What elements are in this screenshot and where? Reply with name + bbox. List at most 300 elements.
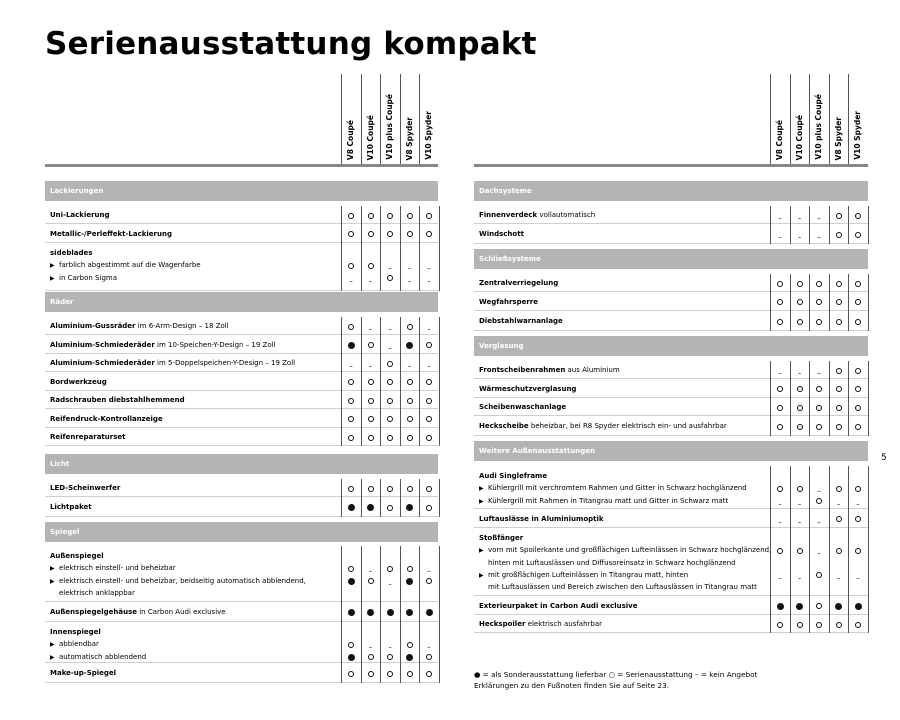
standard-equipment-icon (848, 619, 868, 629)
open-circle-icon (797, 405, 803, 411)
dash-mark: – (427, 362, 431, 370)
column-label: V8 Coupé (346, 119, 356, 160)
not-available-mark (341, 273, 361, 283)
column-divider (809, 528, 810, 596)
standard-equipment-icon (380, 414, 400, 424)
open-circle-icon (407, 213, 413, 219)
open-circle-icon (348, 642, 354, 648)
standard-equipment-icon (809, 601, 829, 611)
optional-equipment-icon (400, 502, 420, 512)
arrow-bullet-icon: ▶ (50, 565, 55, 573)
arrow-bullet-icon: ▶ (479, 485, 484, 493)
open-circle-icon (816, 281, 822, 287)
open-circle-icon (387, 505, 393, 511)
arrow-bullet-icon: ▶ (479, 571, 484, 579)
feature-option: ▶ farblich abgestimmt auf die Wagenfarbe (50, 261, 201, 270)
open-circle-icon (368, 671, 374, 677)
feature-label: Aluminium-Gussräder im 6-Arm-Design – 18 Zoll (50, 322, 229, 330)
feature-label: Wegfahrsperre (479, 297, 539, 306)
standard-equipment-icon (380, 563, 400, 573)
open-circle-icon (836, 405, 842, 411)
filled-circle-icon (348, 578, 355, 585)
standard-equipment-icon (829, 229, 849, 239)
open-circle-icon (797, 319, 803, 325)
left-feature-row (45, 479, 438, 497)
optional-equipment-icon (341, 607, 361, 617)
right-section-header (474, 336, 868, 356)
left-feature-row (45, 546, 438, 602)
column-divider (790, 528, 791, 596)
standard-equipment-icon (790, 278, 810, 288)
open-circle-icon (407, 398, 413, 404)
open-circle-icon (407, 416, 413, 422)
column-label: V8 Spyder (404, 116, 414, 160)
left-feature-row (45, 622, 438, 663)
open-circle-icon (855, 299, 861, 305)
feature-label: Reifendruck-Kontrollanzeige (50, 414, 163, 423)
open-circle-icon (348, 435, 354, 441)
not-available-mark (419, 321, 439, 331)
standard-equipment-icon (419, 668, 439, 678)
open-circle-icon (777, 281, 783, 287)
left-feature-row (45, 663, 438, 683)
open-circle-icon (368, 486, 374, 492)
column-divider (439, 546, 440, 602)
standard-equipment-icon (809, 316, 829, 326)
left-equipment-table (45, 74, 438, 690)
dash-mark: – (797, 214, 802, 222)
left-feature-row (45, 391, 438, 409)
open-circle-icon (836, 299, 842, 305)
feature-label: Reifenreparaturset (50, 433, 126, 441)
right-section-header (474, 441, 868, 461)
standard-equipment-icon (770, 545, 790, 555)
open-circle-icon (407, 379, 413, 385)
open-circle-icon (836, 424, 842, 430)
not-available-mark (770, 514, 790, 524)
filled-circle-icon (406, 342, 413, 349)
dash-mark: – (797, 369, 802, 377)
feature-label: Wärmeschutzverglasung (479, 384, 577, 393)
filled-circle-icon (406, 504, 413, 511)
dash-mark: – (817, 487, 821, 496)
dash-mark: – (427, 643, 431, 652)
open-circle-icon (387, 213, 393, 219)
not-available-mark (400, 273, 420, 283)
standard-equipment-icon (770, 297, 790, 307)
standard-equipment-icon (400, 321, 420, 331)
open-circle-icon (797, 299, 803, 305)
column-label: V10 plus Coupé (814, 94, 824, 160)
column-divider (829, 528, 830, 596)
standard-equipment-icon (361, 652, 381, 662)
dash-mark: – (368, 643, 373, 652)
dash-mark: – (817, 214, 821, 222)
open-circle-icon (387, 671, 393, 677)
open-circle-icon (387, 486, 393, 492)
optional-equipment-icon (400, 576, 420, 586)
dash-mark: – (817, 517, 821, 526)
feature-label: Metallic-/Perleffekt-Lackierung (50, 229, 172, 238)
dash-mark: – (778, 573, 782, 582)
open-circle-icon (348, 416, 354, 422)
feature-label: Audi Singleframe (479, 472, 548, 480)
standard-equipment-icon (848, 483, 868, 493)
column-divider (770, 528, 771, 596)
open-circle-icon (797, 386, 803, 392)
filled-circle-icon (406, 578, 413, 585)
standard-equipment-icon (400, 377, 420, 387)
standard-equipment-icon (829, 297, 849, 307)
open-circle-icon (387, 398, 393, 404)
open-circle-icon (407, 486, 413, 492)
open-circle-icon (797, 622, 803, 628)
open-circle-icon (368, 416, 374, 422)
open-circle-icon (855, 548, 861, 554)
open-circle-icon (855, 386, 861, 392)
standard-equipment-icon (400, 563, 420, 573)
standard-equipment-icon (790, 421, 810, 431)
not-available-mark (848, 496, 868, 506)
standard-equipment-icon (419, 483, 439, 493)
dash-mark: – (797, 233, 802, 241)
column-label: V8 Spyder (833, 116, 843, 160)
left-feature-row (45, 354, 438, 372)
right-feature-row (474, 528, 868, 596)
dash-mark: – (368, 362, 373, 370)
open-circle-icon (777, 386, 783, 392)
not-available-mark (829, 496, 849, 506)
left-feature-row (45, 317, 438, 335)
right-feature-row (474, 398, 868, 416)
standard-equipment-icon (829, 384, 849, 394)
dash-mark: – (427, 567, 431, 576)
left-column-4 (400, 74, 420, 164)
not-available-mark (361, 358, 381, 368)
open-circle-icon (816, 572, 822, 578)
standard-equipment-icon (361, 210, 381, 220)
standard-equipment-icon (419, 395, 439, 405)
open-circle-icon (368, 578, 374, 584)
standard-equipment-icon (361, 668, 381, 678)
left-column-3 (380, 74, 400, 164)
standard-equipment-icon (809, 384, 829, 394)
right-column-2 (790, 74, 810, 164)
not-available-mark (380, 576, 400, 586)
feature-option: ▶ Kühlergrill mit verchromtem Rahmen und Gitter in Schwarz hochglänzend (479, 484, 747, 493)
section-label: Spiegel (50, 528, 80, 536)
standard-equipment-icon (380, 210, 400, 220)
open-circle-icon (348, 671, 354, 677)
standard-equipment-icon (829, 619, 849, 629)
open-circle-icon (348, 263, 354, 269)
feature-option-continued: mit Luftauslässen und Bereich zwischen den Luftauslässen in Titangrau matt (488, 583, 757, 592)
optional-equipment-icon (829, 601, 849, 611)
column-label: V10 Spyder (853, 111, 863, 160)
open-circle-icon (777, 424, 783, 430)
right-feature-row (474, 206, 868, 224)
open-circle-icon (387, 361, 393, 367)
not-available-mark (809, 514, 829, 524)
standard-equipment-icon (380, 273, 400, 283)
standard-equipment-icon (341, 229, 361, 239)
open-circle-icon (816, 603, 822, 609)
dash-mark: – (778, 499, 782, 508)
standard-equipment-icon (790, 545, 810, 555)
standard-equipment-icon (829, 402, 849, 412)
feature-option: ▶ elektrisch einstell- und beheizbar, beidseitig automatisch abblendend, (50, 576, 306, 585)
standard-equipment-icon (380, 229, 400, 239)
standard-equipment-icon (419, 340, 439, 350)
right-column-4 (829, 74, 849, 164)
standard-equipment-icon (809, 278, 829, 288)
standard-equipment-icon (380, 652, 400, 662)
left-section-header (45, 454, 438, 474)
open-circle-icon (816, 405, 822, 411)
dash-mark: – (817, 233, 821, 241)
open-circle-icon (348, 486, 354, 492)
not-available-mark (341, 358, 361, 368)
standard-equipment-icon (829, 545, 849, 555)
right-section-header (474, 249, 868, 269)
feature-option: ▶ mit großflächigen Lufteinlässen in Titangrau matt, hinten (479, 570, 689, 579)
left-column-5 (419, 74, 439, 164)
open-circle-icon (777, 405, 783, 411)
dash-mark: – (388, 325, 392, 333)
standard-equipment-icon (829, 514, 849, 524)
right-column-5 (848, 74, 868, 164)
dash-mark: – (349, 362, 353, 370)
legend-symbols: ● = als Sonderausstattung lieferbar ○ = Serienausstattung – = kein Angebot (474, 670, 758, 679)
feature-label: Außenspiegelgehäuse in Carbon Audi exclusive (50, 608, 226, 616)
not-available-mark (790, 570, 810, 580)
feature-label: Luftauslässe in Aluminiumoptik (479, 514, 604, 523)
arrow-bullet-icon: ▶ (50, 274, 55, 282)
not-available-mark (770, 210, 790, 220)
open-circle-icon (368, 213, 374, 219)
dash-mark: – (817, 549, 821, 558)
dash-mark: – (778, 369, 782, 377)
filled-circle-icon (835, 603, 842, 610)
standard-equipment-icon (770, 421, 790, 431)
open-circle-icon (855, 213, 861, 219)
right-feature-row (474, 274, 868, 292)
not-available-mark (770, 229, 790, 239)
feature-label: sideblades (50, 249, 93, 257)
standard-equipment-icon (400, 432, 420, 442)
open-circle-icon (797, 424, 803, 430)
not-available-mark (809, 365, 829, 375)
standard-equipment-icon (419, 377, 439, 387)
left-feature-row (45, 224, 438, 243)
filled-circle-icon (406, 609, 413, 616)
standard-equipment-icon (341, 639, 361, 649)
standard-equipment-icon (809, 619, 829, 629)
right-section-header (474, 181, 868, 201)
feature-option: ▶ in Carbon Sigma (50, 273, 117, 282)
open-circle-icon (387, 231, 393, 237)
not-available-mark (380, 321, 400, 331)
right-feature-row (474, 292, 868, 311)
standard-equipment-icon (829, 278, 849, 288)
standard-equipment-icon (380, 483, 400, 493)
open-circle-icon (836, 368, 842, 374)
section-label: Dachsysteme (479, 187, 532, 195)
standard-equipment-icon (770, 402, 790, 412)
open-circle-icon (855, 319, 861, 325)
dash-mark: – (797, 573, 802, 582)
dash-mark: – (778, 214, 782, 222)
standard-equipment-icon (341, 432, 361, 442)
right-column-3 (809, 74, 829, 164)
optional-equipment-icon (341, 652, 361, 662)
standard-equipment-icon (400, 639, 420, 649)
standard-equipment-icon (809, 570, 829, 580)
open-circle-icon (797, 281, 803, 287)
dash-mark: – (836, 573, 841, 582)
not-available-mark (790, 365, 810, 375)
standard-equipment-icon (361, 432, 381, 442)
open-circle-icon (816, 622, 822, 628)
optional-equipment-icon (400, 340, 420, 350)
filled-circle-icon (348, 609, 355, 616)
feature-option-continued: elektrisch anklappbar (59, 588, 135, 597)
standard-equipment-icon (848, 210, 868, 220)
feature-label: Radschrauben diebstahlhemmend (50, 396, 185, 404)
not-available-mark (400, 358, 420, 368)
not-available-mark (400, 260, 420, 273)
standard-equipment-icon (848, 421, 868, 431)
optional-equipment-icon (400, 652, 420, 662)
optional-equipment-icon (848, 601, 868, 611)
standard-equipment-icon (341, 260, 361, 270)
standard-equipment-icon (400, 229, 420, 239)
feature-label: Innenspiegel (50, 628, 101, 636)
arrow-bullet-icon: ▶ (50, 262, 55, 270)
open-circle-icon (836, 386, 842, 392)
standard-equipment-icon (770, 384, 790, 394)
standard-equipment-icon (400, 668, 420, 678)
standard-equipment-icon (419, 229, 439, 239)
standard-equipment-icon (380, 358, 400, 368)
open-circle-icon (426, 505, 432, 511)
open-circle-icon (387, 416, 393, 422)
standard-equipment-icon (848, 384, 868, 394)
standard-equipment-icon (848, 365, 868, 375)
not-available-mark (848, 570, 868, 580)
standard-equipment-icon (361, 576, 381, 586)
left-feature-row (45, 206, 438, 224)
right-feature-row (474, 416, 868, 436)
not-available-mark (419, 639, 439, 652)
open-circle-icon (816, 424, 822, 430)
optional-equipment-icon (341, 576, 361, 586)
not-available-mark (809, 210, 829, 220)
standard-equipment-icon (829, 316, 849, 326)
right-feature-row (474, 311, 868, 331)
standard-equipment-icon (341, 377, 361, 387)
open-circle-icon (348, 566, 354, 572)
dash-mark: – (836, 499, 841, 508)
not-available-mark (770, 365, 790, 375)
feature-label: Außenspiegel (50, 552, 104, 560)
feature-label: Aluminium-Schmiederäder im 5-Doppelspeichen-Y-Design – 19 Zoll (50, 359, 296, 367)
open-circle-icon (836, 622, 842, 628)
open-circle-icon (368, 342, 374, 348)
open-circle-icon (426, 398, 432, 404)
filled-circle-icon (348, 504, 355, 511)
feature-label: Diebstahlwarnanlage (479, 317, 563, 325)
standard-equipment-icon (809, 402, 829, 412)
open-circle-icon (426, 654, 432, 660)
not-available-mark (361, 563, 381, 576)
column-label: V10 plus Coupé (385, 94, 395, 160)
dash-mark: – (349, 276, 353, 285)
section-label: Räder (50, 298, 74, 306)
feature-label: LED-Scheinwerfer (50, 484, 121, 492)
left-section-header (45, 522, 438, 542)
not-available-mark (770, 496, 790, 506)
open-circle-icon (368, 398, 374, 404)
dash-mark: – (407, 362, 412, 370)
dash-mark: – (778, 233, 782, 241)
standard-equipment-icon (770, 483, 790, 493)
legend (474, 669, 757, 691)
open-circle-icon (797, 548, 803, 554)
standard-equipment-icon (809, 297, 829, 307)
column-label: V10 Coupé (794, 114, 804, 160)
open-circle-icon (816, 498, 822, 504)
open-circle-icon (426, 416, 432, 422)
left-feature-row (45, 497, 438, 517)
feature-label: Aluminium-Schmiederäder im 10-Speichen-Y-Design – 19 Zoll (50, 340, 276, 349)
standard-equipment-icon (341, 395, 361, 405)
standard-equipment-icon (419, 414, 439, 424)
not-available-mark (361, 273, 381, 283)
right-feature-row (474, 224, 868, 244)
right-column-header (474, 74, 868, 167)
open-circle-icon (836, 319, 842, 325)
feature-label: Exterieurpaket in Carbon Audi exclusive (479, 601, 638, 610)
open-circle-icon (387, 566, 393, 572)
column-divider (380, 546, 381, 602)
dash-mark: – (427, 264, 431, 273)
feature-option: ▶ vorn mit Spoilerkante und großflächigen Lufteinlässen in Schwarz hochglänzend, (479, 546, 772, 555)
optional-equipment-icon (419, 607, 439, 617)
open-circle-icon (426, 435, 432, 441)
standard-equipment-icon (848, 545, 868, 555)
filled-circle-icon (348, 654, 355, 661)
not-available-mark (361, 321, 381, 331)
open-circle-icon (836, 548, 842, 554)
open-circle-icon (368, 263, 374, 269)
open-circle-icon (407, 566, 413, 572)
open-circle-icon (855, 424, 861, 430)
open-circle-icon (426, 578, 432, 584)
left-feature-row (45, 428, 438, 446)
not-available-mark (809, 229, 829, 239)
not-available-mark (790, 496, 810, 506)
left-column-1 (341, 74, 361, 164)
standard-equipment-icon (770, 278, 790, 288)
feature-label: Bordwerkzeug (50, 377, 107, 386)
dash-mark: – (817, 369, 821, 377)
arrow-bullet-icon: ▶ (479, 547, 484, 555)
dash-mark: – (427, 325, 431, 333)
not-available-mark (770, 570, 790, 580)
standard-equipment-icon (809, 421, 829, 431)
standard-equipment-icon (848, 229, 868, 239)
